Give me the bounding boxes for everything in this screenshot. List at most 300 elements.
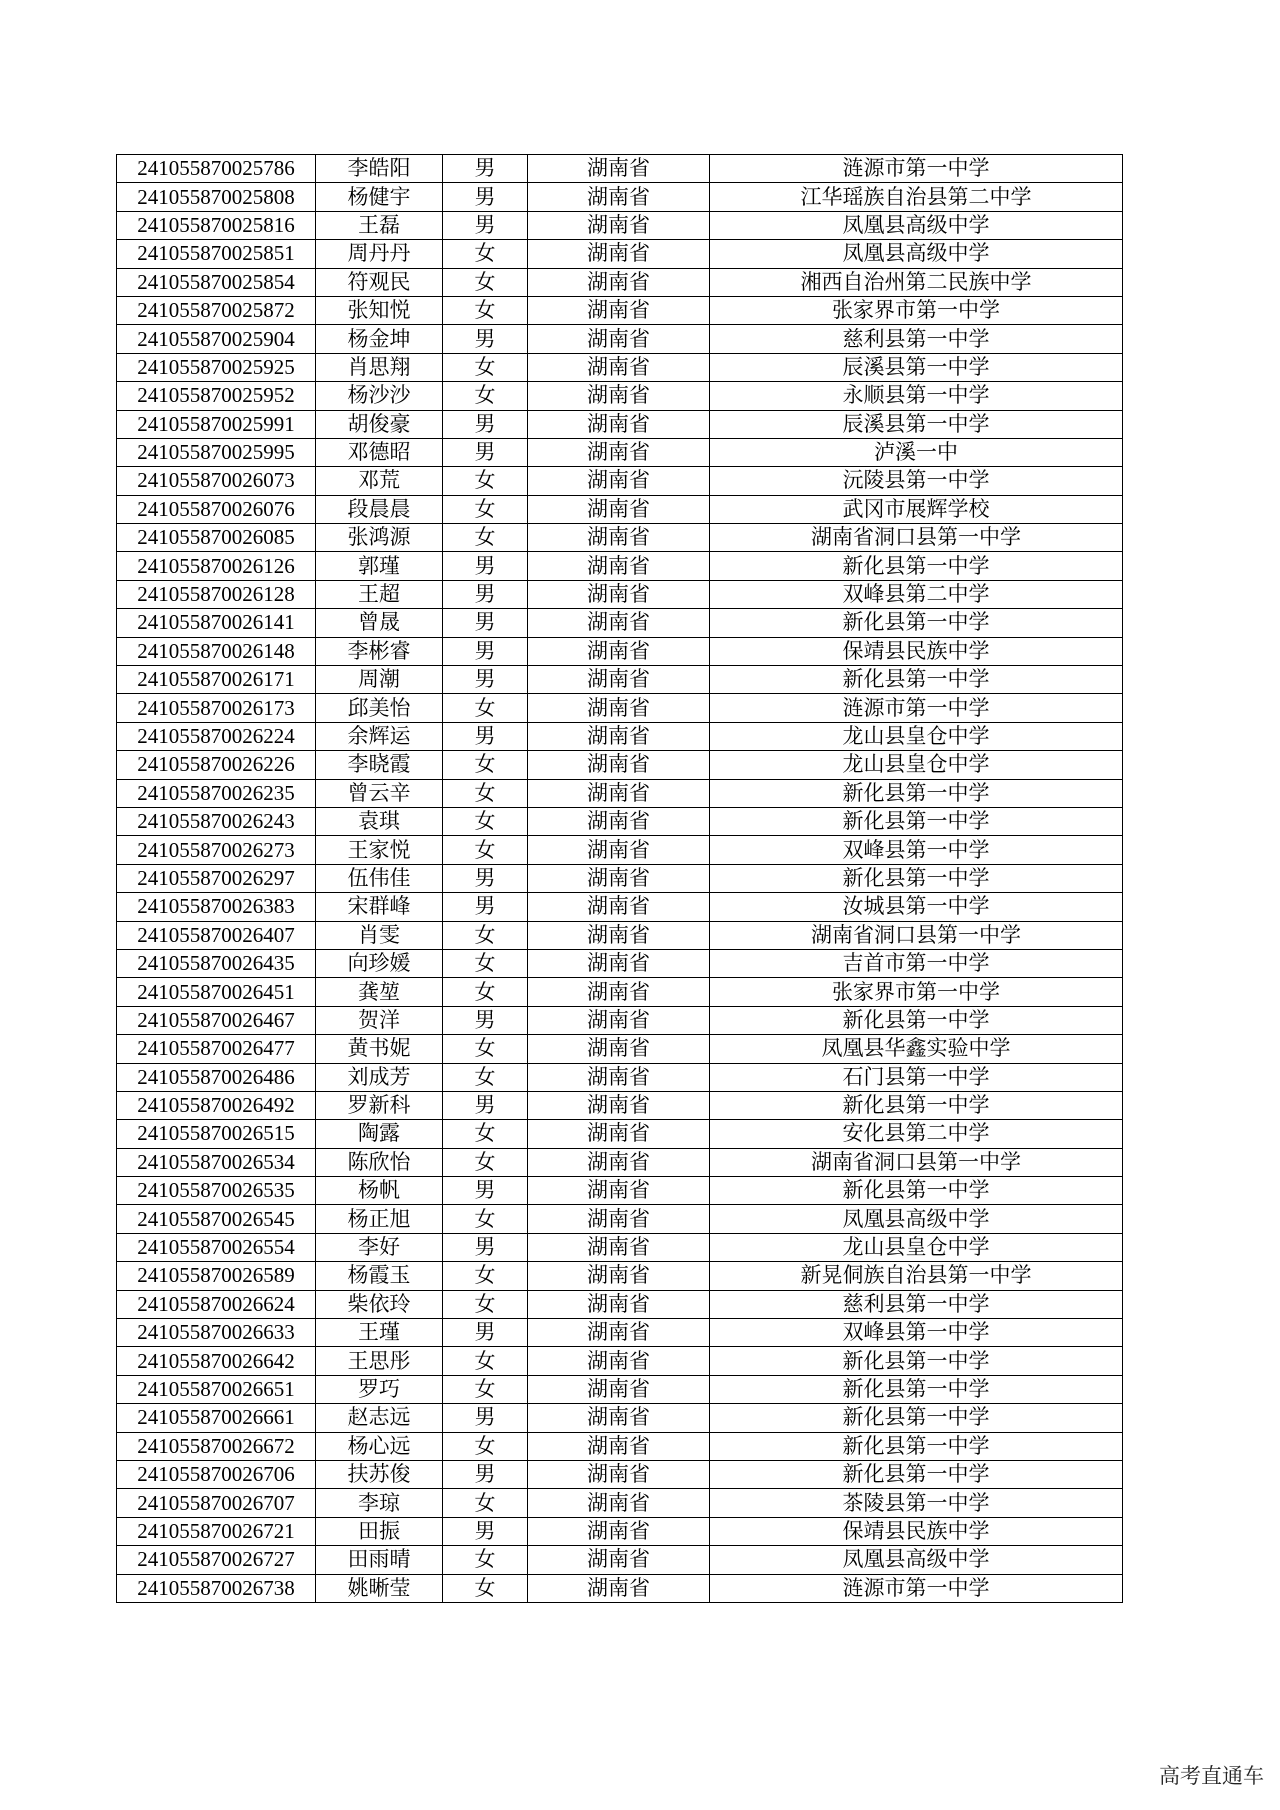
name-cell: 张鸿源 [316,524,443,552]
table-row [117,382,1123,410]
school-cell: 张家界市第一中学 [710,296,1123,324]
gender-cell: 女 [443,495,528,523]
table-row [117,1177,1123,1205]
table-row [117,1347,1123,1375]
student-id-cell: 241055870025786 [117,155,316,183]
province-cell: 湖南省 [528,1205,710,1233]
gender-cell: 男 [443,155,528,183]
table-row [117,1546,1123,1574]
province-cell: 湖南省 [528,807,710,835]
student-id-cell: 241055870025816 [117,211,316,239]
school-cell: 吉首市第一中学 [710,949,1123,977]
table-row [117,779,1123,807]
province-cell: 湖南省 [528,1546,710,1574]
gender-cell: 女 [443,1347,528,1375]
name-cell: 杨金坤 [316,325,443,353]
school-cell: 新化县第一中学 [710,1177,1123,1205]
province-cell: 湖南省 [528,1035,710,1063]
province-cell: 湖南省 [528,836,710,864]
student-id-cell: 241055870026534 [117,1148,316,1176]
school-cell: 茶陵县第一中学 [710,1489,1123,1517]
province-cell: 湖南省 [528,1290,710,1318]
gender-cell: 女 [443,807,528,835]
gender-cell: 男 [443,1404,528,1432]
province-cell: 湖南省 [528,949,710,977]
school-cell: 新化县第一中学 [710,609,1123,637]
table-row [117,1063,1123,1091]
name-cell: 宋群峰 [316,893,443,921]
name-cell: 赵志远 [316,1404,443,1432]
school-cell: 保靖县民族中学 [710,637,1123,665]
gender-cell: 女 [443,1262,528,1290]
province-cell: 湖南省 [528,694,710,722]
name-cell: 向珍媛 [316,949,443,977]
gender-cell: 女 [443,353,528,381]
province-cell: 湖南省 [528,1063,710,1091]
school-cell: 新化县第一中学 [710,1375,1123,1403]
gender-cell: 女 [443,1120,528,1148]
table-row [117,1404,1123,1432]
school-cell: 新化县第一中学 [710,807,1123,835]
gender-cell: 男 [443,438,528,466]
school-cell: 辰溪县第一中学 [710,353,1123,381]
school-cell: 新化县第一中学 [710,864,1123,892]
table-row [117,609,1123,637]
name-cell: 罗巧 [316,1375,443,1403]
gender-cell: 女 [443,1290,528,1318]
province-cell: 湖南省 [528,1177,710,1205]
table-row [117,1091,1123,1119]
gender-cell: 女 [443,949,528,977]
student-id-cell: 241055870025904 [117,325,316,353]
table-row [117,552,1123,580]
province-cell: 湖南省 [528,1091,710,1119]
table-row [117,921,1123,949]
school-cell: 凤凰县高级中学 [710,211,1123,239]
table-row [117,1489,1123,1517]
school-cell: 双峰县第一中学 [710,836,1123,864]
table-row [117,864,1123,892]
gender-cell: 男 [443,183,528,211]
province-cell: 湖南省 [528,609,710,637]
name-cell: 田振 [316,1517,443,1545]
name-cell: 李晓霞 [316,751,443,779]
province-cell: 湖南省 [528,296,710,324]
gender-cell: 女 [443,1063,528,1091]
table-row [117,211,1123,239]
name-cell: 周丹丹 [316,240,443,268]
gender-cell: 女 [443,694,528,722]
gender-cell: 女 [443,1489,528,1517]
name-cell: 李琼 [316,1489,443,1517]
name-cell: 李好 [316,1233,443,1261]
school-cell: 武冈市展辉学校 [710,495,1123,523]
name-cell: 李皓阳 [316,155,443,183]
province-cell: 湖南省 [528,666,710,694]
province-cell: 湖南省 [528,1233,710,1261]
province-cell: 湖南省 [528,524,710,552]
name-cell: 杨心远 [316,1432,443,1460]
gender-cell: 女 [443,978,528,1006]
province-cell: 湖南省 [528,864,710,892]
student-id-cell: 241055870026235 [117,779,316,807]
name-cell: 罗新科 [316,1091,443,1119]
name-cell: 陶露 [316,1120,443,1148]
school-cell: 涟源市第一中学 [710,694,1123,722]
table-row [117,1375,1123,1403]
table-row [117,155,1123,183]
gender-cell: 女 [443,1375,528,1403]
student-id-cell: 241055870025808 [117,183,316,211]
table-body [117,155,1123,1603]
student-id-cell: 241055870026477 [117,1035,316,1063]
name-cell: 杨沙沙 [316,382,443,410]
name-cell: 伍伟佳 [316,864,443,892]
student-id-cell: 241055870026492 [117,1091,316,1119]
school-cell: 凤凰县华鑫实验中学 [710,1035,1123,1063]
province-cell: 湖南省 [528,1347,710,1375]
school-cell: 慈利县第一中学 [710,1290,1123,1318]
student-id-cell: 241055870026624 [117,1290,316,1318]
student-id-cell: 241055870026642 [117,1347,316,1375]
student-id-cell: 241055870026721 [117,1517,316,1545]
student-id-cell: 241055870025991 [117,410,316,438]
gender-cell: 男 [443,1177,528,1205]
gender-cell: 男 [443,893,528,921]
gender-cell: 女 [443,524,528,552]
table-row [117,296,1123,324]
school-cell: 涟源市第一中学 [710,155,1123,183]
name-cell: 王超 [316,580,443,608]
name-cell: 曾晟 [316,609,443,637]
name-cell: 龚堃 [316,978,443,1006]
student-id-cell: 241055870026148 [117,637,316,665]
gender-cell: 男 [443,1091,528,1119]
gender-cell: 女 [443,921,528,949]
student-id-cell: 241055870026545 [117,1205,316,1233]
school-cell: 新化县第一中学 [710,666,1123,694]
gender-cell: 男 [443,211,528,239]
province-cell: 湖南省 [528,893,710,921]
gender-cell: 女 [443,467,528,495]
name-cell: 邱美怡 [316,694,443,722]
name-cell: 田雨晴 [316,1546,443,1574]
province-cell: 湖南省 [528,1006,710,1034]
school-cell: 新化县第一中学 [710,1347,1123,1375]
province-cell: 湖南省 [528,268,710,296]
table-row [117,751,1123,779]
student-id-cell: 241055870026141 [117,609,316,637]
gender-cell: 男 [443,580,528,608]
school-cell: 龙山县皇仓中学 [710,722,1123,750]
name-cell: 贺洋 [316,1006,443,1034]
school-cell: 新化县第一中学 [710,1432,1123,1460]
school-cell: 安化县第二中学 [710,1120,1123,1148]
school-cell: 永顺县第一中学 [710,382,1123,410]
student-id-cell: 241055870026383 [117,893,316,921]
watermark-text: 高考直通车 [1159,1764,1264,1788]
table-row [117,1006,1123,1034]
name-cell: 郭瑾 [316,552,443,580]
school-cell: 保靖县民族中学 [710,1517,1123,1545]
name-cell: 王家悦 [316,836,443,864]
province-cell: 湖南省 [528,978,710,1006]
student-id-cell: 241055870026707 [117,1489,316,1517]
table-row [117,1574,1123,1602]
name-cell: 姚晰莹 [316,1574,443,1602]
student-id-cell: 241055870026297 [117,864,316,892]
gender-cell: 女 [443,240,528,268]
student-id-cell: 241055870025952 [117,382,316,410]
table-row [117,325,1123,353]
province-cell: 湖南省 [528,779,710,807]
province-cell: 湖南省 [528,382,710,410]
gender-cell: 女 [443,1148,528,1176]
student-id-cell: 241055870026651 [117,1375,316,1403]
province-cell: 湖南省 [528,438,710,466]
gender-cell: 女 [443,1546,528,1574]
province-cell: 湖南省 [528,467,710,495]
table-row [117,1120,1123,1148]
school-cell: 泸溪一中 [710,438,1123,466]
school-cell: 双峰县第二中学 [710,580,1123,608]
table-row [117,949,1123,977]
name-cell: 扶苏俊 [316,1460,443,1488]
school-cell: 沅陵县第一中学 [710,467,1123,495]
school-cell: 新化县第一中学 [710,1006,1123,1034]
student-id-cell: 241055870026672 [117,1432,316,1460]
student-id-cell: 241055870026633 [117,1319,316,1347]
school-cell: 湖南省洞口县第一中学 [710,524,1123,552]
table-row [117,1148,1123,1176]
gender-cell: 女 [443,751,528,779]
province-cell: 湖南省 [528,722,710,750]
province-cell: 湖南省 [528,240,710,268]
gender-cell: 男 [443,325,528,353]
student-id-cell: 241055870026273 [117,836,316,864]
student-id-cell: 241055870026589 [117,1262,316,1290]
table-row [117,1432,1123,1460]
gender-cell: 男 [443,609,528,637]
gender-cell: 男 [443,864,528,892]
name-cell: 曾云辛 [316,779,443,807]
gender-cell: 女 [443,1574,528,1602]
table-row [117,240,1123,268]
table-row [117,1205,1123,1233]
student-id-cell: 241055870026073 [117,467,316,495]
student-id-cell: 241055870026706 [117,1460,316,1488]
name-cell: 邓荒 [316,467,443,495]
gender-cell: 男 [443,637,528,665]
school-cell: 双峰县第一中学 [710,1319,1123,1347]
school-cell: 涟源市第一中学 [710,1574,1123,1602]
province-cell: 湖南省 [528,183,710,211]
gender-cell: 女 [443,1035,528,1063]
student-id-cell: 241055870026727 [117,1546,316,1574]
table-row [117,1460,1123,1488]
name-cell: 肖雯 [316,921,443,949]
name-cell: 王思彤 [316,1347,443,1375]
name-cell: 杨霞玉 [316,1262,443,1290]
student-id-cell: 241055870026243 [117,807,316,835]
name-cell: 段晨晨 [316,495,443,523]
table-row [117,183,1123,211]
gender-cell: 男 [443,666,528,694]
table-row [117,410,1123,438]
province-cell: 湖南省 [528,552,710,580]
table-row [117,1233,1123,1261]
name-cell: 符观民 [316,268,443,296]
gender-cell: 女 [443,836,528,864]
province-cell: 湖南省 [528,1517,710,1545]
gender-cell: 女 [443,779,528,807]
table-row [117,495,1123,523]
table-row [117,893,1123,921]
student-id-cell: 241055870026128 [117,580,316,608]
table-row [117,1035,1123,1063]
province-cell: 湖南省 [528,751,710,779]
student-id-cell: 241055870026076 [117,495,316,523]
table-row [117,524,1123,552]
table-row [117,1290,1123,1318]
school-cell: 石门县第一中学 [710,1063,1123,1091]
gender-cell: 男 [443,1517,528,1545]
school-cell: 凤凰县高级中学 [710,240,1123,268]
student-id-cell: 241055870026467 [117,1006,316,1034]
table-row [117,637,1123,665]
school-cell: 新化县第一中学 [710,1460,1123,1488]
table-row [117,268,1123,296]
gender-cell: 男 [443,1233,528,1261]
school-cell: 新化县第一中学 [710,779,1123,807]
student-id-cell: 241055870026173 [117,694,316,722]
student-id-cell: 241055870026226 [117,751,316,779]
name-cell: 王磊 [316,211,443,239]
school-cell: 凤凰县高级中学 [710,1546,1123,1574]
student-id-cell: 241055870026224 [117,722,316,750]
student-id-cell: 241055870026738 [117,1574,316,1602]
name-cell: 周潮 [316,666,443,694]
table-row [117,353,1123,381]
student-id-cell: 241055870025995 [117,438,316,466]
table-row [117,807,1123,835]
school-cell: 新化县第一中学 [710,1091,1123,1119]
table-row [117,694,1123,722]
name-cell: 黄书妮 [316,1035,443,1063]
name-cell: 陈欣怡 [316,1148,443,1176]
gender-cell: 男 [443,552,528,580]
name-cell: 胡俊豪 [316,410,443,438]
gender-cell: 男 [443,1006,528,1034]
school-cell: 新晃侗族自治县第一中学 [710,1262,1123,1290]
province-cell: 湖南省 [528,211,710,239]
province-cell: 湖南省 [528,353,710,381]
province-cell: 湖南省 [528,637,710,665]
province-cell: 湖南省 [528,1460,710,1488]
school-cell: 凤凰县高级中学 [710,1205,1123,1233]
table-row [117,1517,1123,1545]
school-cell: 辰溪县第一中学 [710,410,1123,438]
province-cell: 湖南省 [528,1319,710,1347]
school-cell: 江华瑶族自治县第二中学 [710,183,1123,211]
school-cell: 新化县第一中学 [710,1404,1123,1432]
province-cell: 湖南省 [528,1489,710,1517]
school-cell: 湖南省洞口县第一中学 [710,1148,1123,1176]
province-cell: 湖南省 [528,1404,710,1432]
province-cell: 湖南省 [528,1120,710,1148]
name-cell: 余辉运 [316,722,443,750]
student-id-cell: 241055870025925 [117,353,316,381]
table-row [117,836,1123,864]
student-id-cell: 241055870025872 [117,296,316,324]
table-row [117,978,1123,1006]
gender-cell: 男 [443,1460,528,1488]
name-cell: 李彬睿 [316,637,443,665]
student-id-cell: 241055870026171 [117,666,316,694]
table-row [117,722,1123,750]
gender-cell: 女 [443,268,528,296]
school-cell: 汝城县第一中学 [710,893,1123,921]
gender-cell: 男 [443,410,528,438]
table-row [117,438,1123,466]
student-id-cell: 241055870025851 [117,240,316,268]
name-cell: 肖思翔 [316,353,443,381]
student-id-cell: 241055870026535 [117,1177,316,1205]
school-cell: 湖南省洞口县第一中学 [710,921,1123,949]
table-row [117,1262,1123,1290]
name-cell: 刘成芳 [316,1063,443,1091]
school-cell: 张家界市第一中学 [710,978,1123,1006]
province-cell: 湖南省 [528,580,710,608]
name-cell: 袁琪 [316,807,443,835]
gender-cell: 女 [443,382,528,410]
province-cell: 湖南省 [528,1375,710,1403]
name-cell: 杨帆 [316,1177,443,1205]
student-id-cell: 241055870026451 [117,978,316,1006]
student-id-cell: 241055870025854 [117,268,316,296]
gender-cell: 女 [443,1432,528,1460]
student-id-cell: 241055870026515 [117,1120,316,1148]
student-id-cell: 241055870026126 [117,552,316,580]
student-list-table [116,154,1123,1603]
province-cell: 湖南省 [528,1262,710,1290]
table-row [117,1319,1123,1347]
name-cell: 杨正旭 [316,1205,443,1233]
student-id-cell: 241055870026554 [117,1233,316,1261]
name-cell: 柴依玲 [316,1290,443,1318]
gender-cell: 女 [443,1205,528,1233]
school-cell: 龙山县皇仓中学 [710,751,1123,779]
student-id-cell: 241055870026661 [117,1404,316,1432]
province-cell: 湖南省 [528,155,710,183]
student-id-cell: 241055870026407 [117,921,316,949]
name-cell: 王瑾 [316,1319,443,1347]
name-cell: 杨健宇 [316,183,443,211]
province-cell: 湖南省 [528,1432,710,1460]
table-row [117,467,1123,495]
name-cell: 邓德昭 [316,438,443,466]
name-cell: 张知悦 [316,296,443,324]
school-cell: 湘西自治州第二民族中学 [710,268,1123,296]
student-id-cell: 241055870026435 [117,949,316,977]
province-cell: 湖南省 [528,325,710,353]
province-cell: 湖南省 [528,921,710,949]
school-cell: 龙山县皇仓中学 [710,1233,1123,1261]
student-id-cell: 241055870026085 [117,524,316,552]
school-cell: 新化县第一中学 [710,552,1123,580]
gender-cell: 男 [443,1319,528,1347]
province-cell: 湖南省 [528,1148,710,1176]
